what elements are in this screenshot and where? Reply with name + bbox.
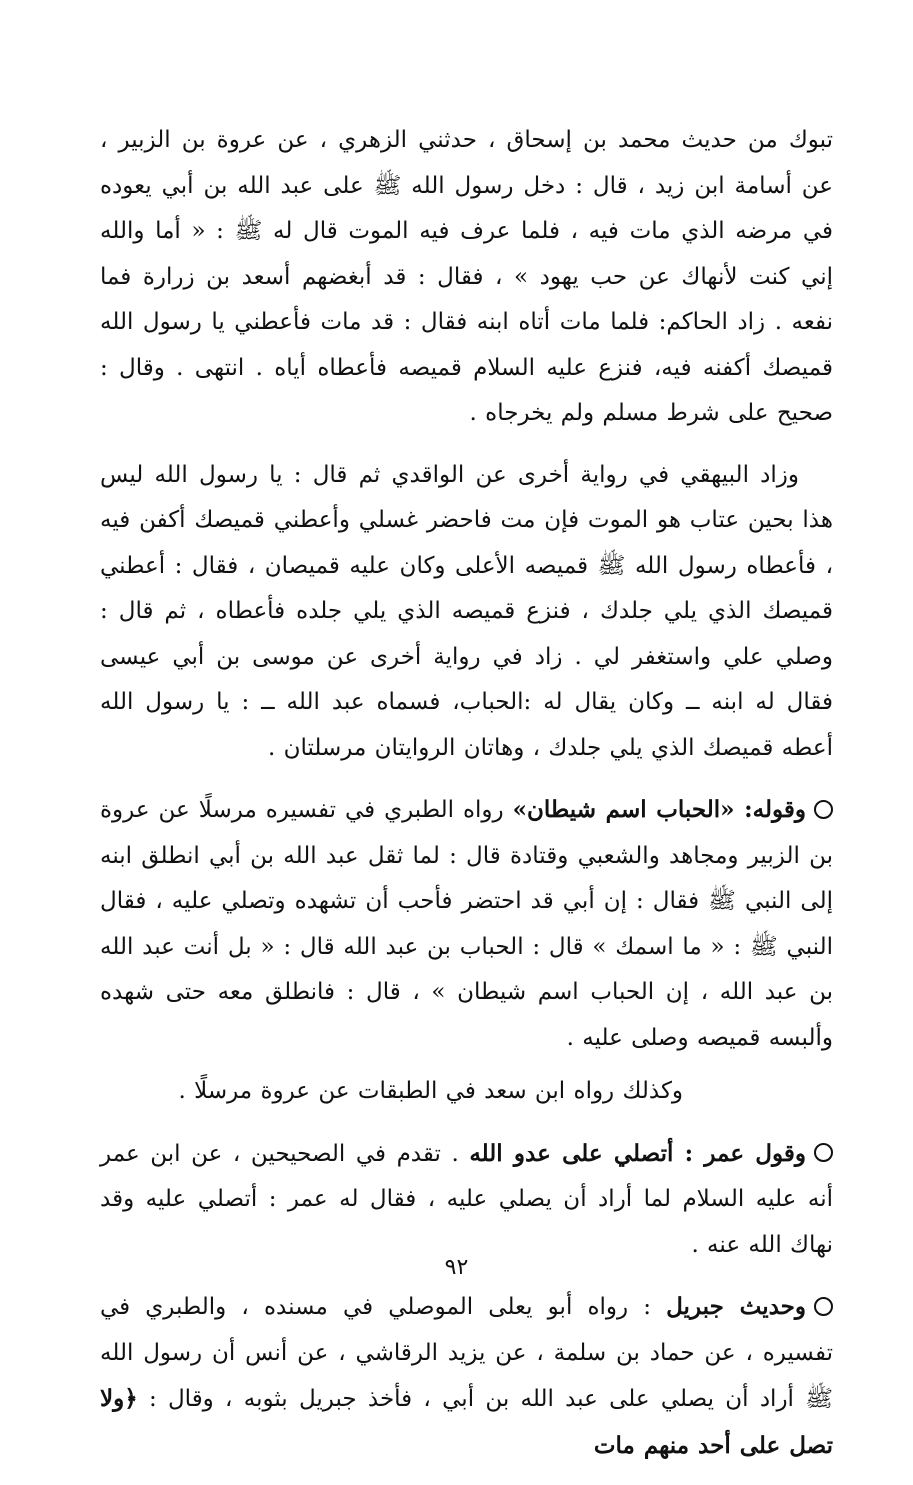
paragraph-3 xyxy=(100,787,833,1061)
circle-bullet-icon xyxy=(814,1143,833,1162)
paragraph-5 xyxy=(100,1131,833,1269)
circle-bullet-icon xyxy=(814,1297,833,1316)
circle-bullet-icon xyxy=(814,800,833,819)
paragraph-6 xyxy=(100,1284,833,1469)
paragraph-6-text: : رواه أبو يعلى الموصلي في مسنده ، والطبري في تفسيره ، عن حماد بن سلمة ، عن يزيد الرقاشي ، عن أنس أن رسول الله ﷺ أراد أن يصلي على عبد الله بن أبي ، فأخذ جبريل بثوبه ، وقال : xyxy=(100,1294,833,1412)
paragraph-1 xyxy=(100,118,833,437)
paragraph-5-text: . تقدم في الصحيحين ، عن ابن عمر أنه عليه السلام لما أراد أن يصلي عليه ، فقال له عمر : أتصلي عليه وقد نهاك الله عنه . xyxy=(100,1140,833,1258)
paragraph-4 xyxy=(100,1069,833,1115)
paragraph-6-tail: ﴿ولا تصل على أحد منهم مات xyxy=(100,1385,833,1459)
page-number: ٩٢ xyxy=(444,1255,469,1280)
paragraph-4-text: وكذلك رواه ابن سعد في الطبقات عن عروة مرسلًا . xyxy=(178,1078,683,1104)
paragraph-2-text: وزاد البيهقي في رواية أخرى عن الواقدي ثم قال : يا رسول الله ليس هذا بحين عتاب هو الموت فإن مت فاحضر غسلي وأعطني قميصك أكفن فيه ، فأعطاه رسول الله ﷺ قميصه الأعلى وكان عليه قميصان ، فقال : أعطني قميصك الذي يلي جلدك ، فنزع قميصه الذي يلي جلده فأعطاه ، ثم قال : وصلي علي واستغفر لي . زاد في رواية أخرى عن موسى بن أبي عيسى فقال له ابنه ــ وكان يقال له :الحباب، فسماه عبد الله ــ : يا رسول الله أعطه قميصك الذي يلي جلدك ، وهاتان الروايتان مرسلتان . xyxy=(100,461,833,761)
paragraph-3-lead: وقوله: «الحباب اسم شيطان» xyxy=(512,796,806,823)
paragraph-1-text: تبوك من حديث محمد بن إسحاق ، حدثني الزهري ، عن عروة بن الزبير ، عن أسامة ابن زيد ، قال : دخل رسول الله ﷺ على عبد الله بن أبي يعوده في مرضه الذي مات فيه ، فلما عرف فيه الموت قال له ﷺ : « أما والله إني كنت لأنهاك عن حب يهود » ، فقال : قد أبغضهم أسعد بن زرارة فما نفعه . زاد الحاكم: فلما مات أتاه ابنه فقال : قد مات فأعطني يا رسول الله قميصك أكفنه فيه، فنزع عليه السلام قميصه فأعطاه أياه . انتهى . وقال : صحيح على شرط مسلم ولم يخرجاه . xyxy=(100,127,833,426)
paragraph-5-lead: وقول عمر : أتصلي على عدو الله xyxy=(469,1139,806,1167)
paragraph-6-lead: وحديث جبريل xyxy=(666,1293,806,1320)
paragraph-2 xyxy=(100,453,833,772)
paragraph-3-text: رواه الطبري في تفسيره مرسلًا عن عروة بن الزبير ومجاهد والشعبي وقتادة قال : لما ثقل عبد الله بن أبي انطلق ابنه إلى النبي ﷺ فقال : إن أبي قد احتضر فأحب أن تشهده وتصلي عليه ، فقال النبي ﷺ : « ما اسمك » قال : الحباب بن عبد الله قال : « بل أنت عبد الله بن عبد الله ، إن الحباب اسم شيطان » ، قال : فانطلق معه حتى شهده وألبسه قميصه وصلى عليه . xyxy=(100,797,833,1051)
